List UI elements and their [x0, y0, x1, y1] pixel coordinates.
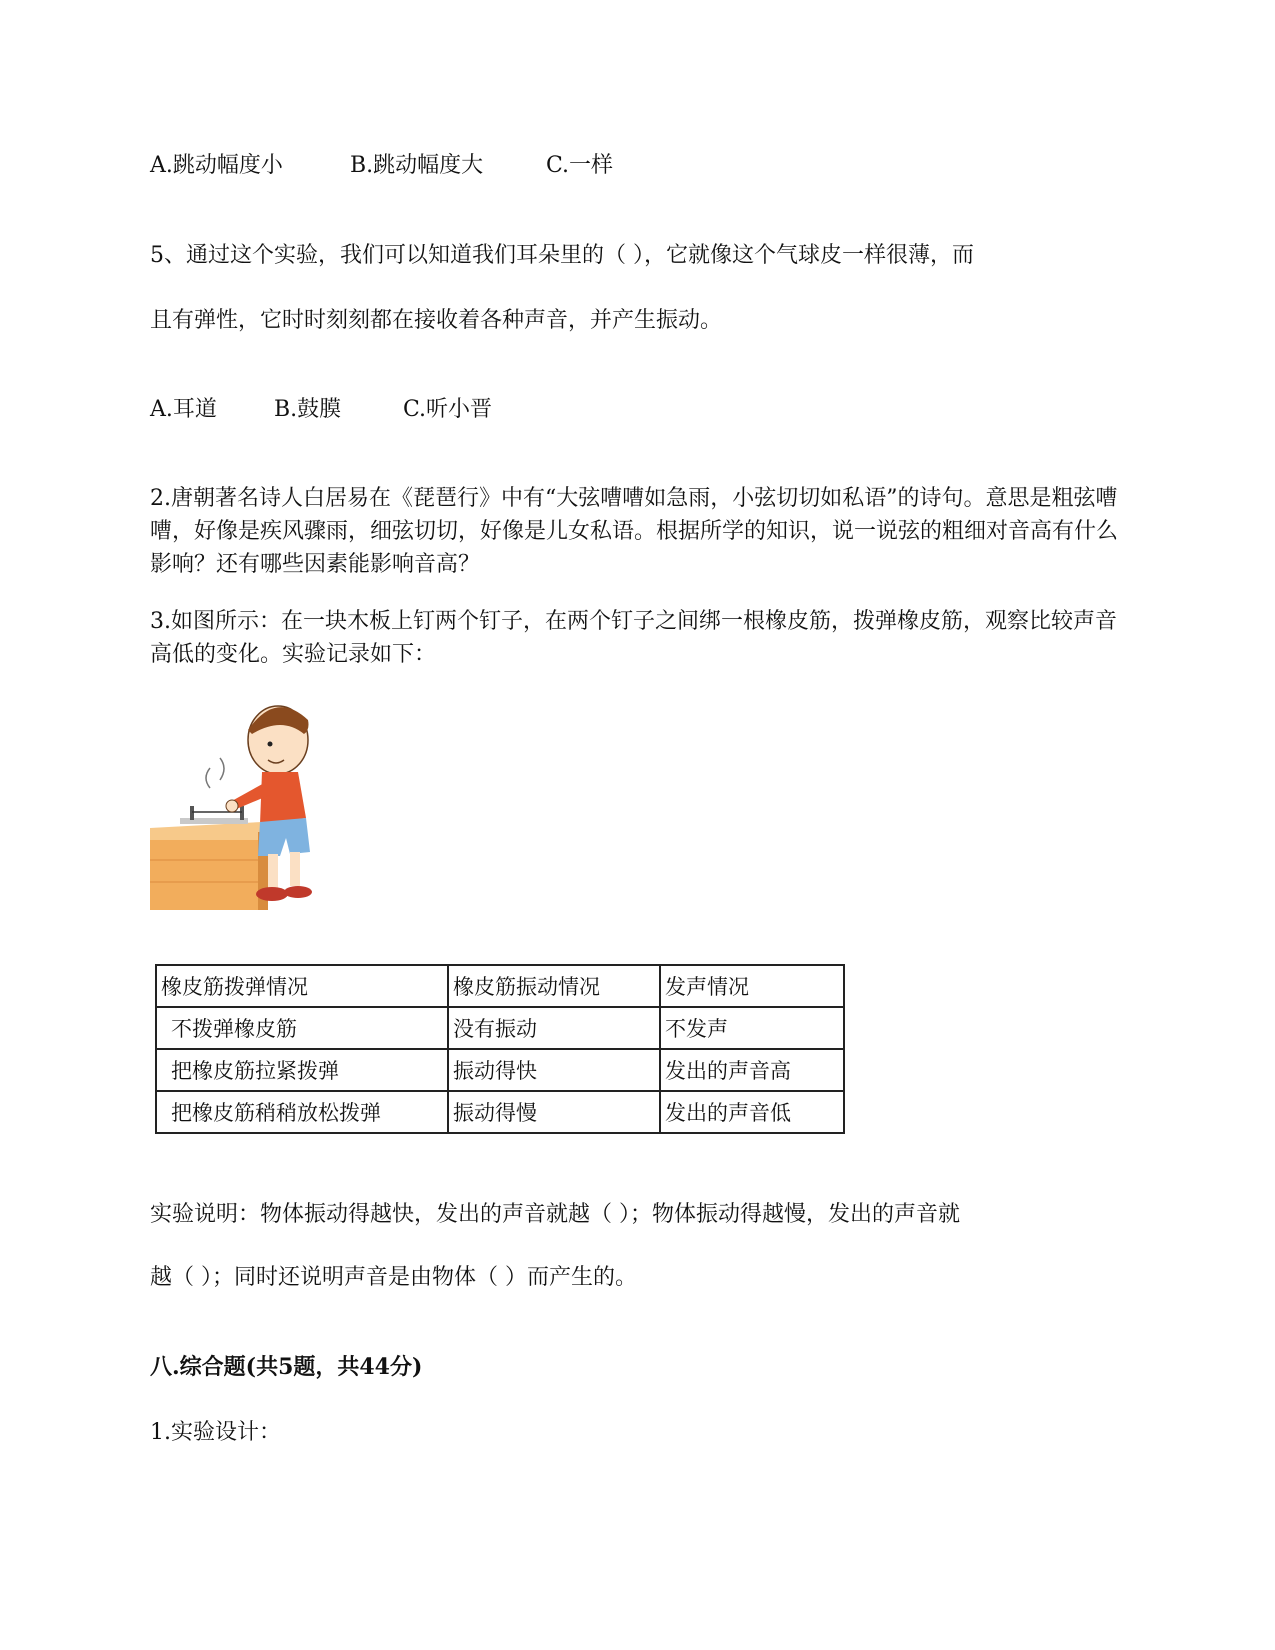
table-cell: 不拨弹橡皮筋 — [156, 1007, 448, 1049]
table-cell: 不发声 — [660, 1007, 844, 1049]
table-header-cell: 橡皮筋拨弹情况 — [156, 965, 448, 1007]
table-header-cell: 发声情况 — [660, 965, 844, 1007]
q4-option-a: A.跳动幅度小 — [150, 153, 283, 178]
q4-option-b: B.跳动幅度大 — [350, 153, 484, 178]
q2-text: 2.唐朝著名诗人白居易在《琵琶行》中有“大弦嘈嘈如急雨，小弦切切如私语”的诗句。意思是粗弦嘈嘈，好像是疾风骤雨，细弦切切，好像是儿女私语。根据所学的知识，说一说弦的粗细对音高有什么影响？还有哪些因素能影响音高？ — [150, 486, 1119, 577]
table-cell: 发出的声音高 — [660, 1049, 844, 1091]
q5-options — [150, 392, 492, 423]
boy-plucking-rubber-band-illustration — [150, 700, 315, 910]
q5-line2: 且有弹性，它时时刻刻都在接收着各种声音，并产生振动。 — [150, 308, 723, 333]
explanation-line1: 实验说明：物体振动得越快，发出的声音就越（ ）；物体振动得越慢，发出的声音就 — [150, 1202, 960, 1227]
q4-options — [150, 148, 613, 179]
table-row — [156, 1049, 844, 1091]
table-cell: 振动得慢 — [448, 1091, 660, 1133]
q4-option-c: C.一样 — [546, 153, 614, 178]
section-heading: 八.综合题(共5题，共44分) — [150, 1354, 423, 1380]
table-cell: 发出的声音低 — [660, 1091, 844, 1133]
table-cell: 没有振动 — [448, 1007, 660, 1049]
q5-option-b: B.鼓膜 — [274, 397, 342, 422]
table-header-cell: 橡皮筋振动情况 — [448, 965, 660, 1007]
table-row — [156, 1007, 844, 1049]
experiment-record-table — [155, 964, 845, 1134]
q5-option-c: C.听小晋 — [403, 397, 493, 422]
table-cell: 把橡皮筋拉紧拨弹 — [156, 1049, 448, 1091]
table-cell: 振动得快 — [448, 1049, 660, 1091]
table-row — [156, 1091, 844, 1133]
table-cell: 把橡皮筋稍稍放松拨弹 — [156, 1091, 448, 1133]
q5-option-a: A.耳道 — [150, 397, 217, 422]
explanation-line2: 越（ ）；同时还说明声音是由物体（ ）而产生的。 — [150, 1265, 637, 1290]
q1-text: 1.实验设计： — [150, 1420, 281, 1445]
q3-text: 3.如图所示：在一块木板上钉两个钉子，在两个钉子之间绑一根橡皮筋，拨弹橡皮筋，观察比较声音高低的变化。实验记录如下： — [150, 609, 1117, 667]
table-header-row — [156, 965, 844, 1007]
q5-line1: 5、通过这个实验，我们可以知道我们耳朵里的（ ），它就像这个气球皮一样很薄，而 — [150, 243, 974, 268]
